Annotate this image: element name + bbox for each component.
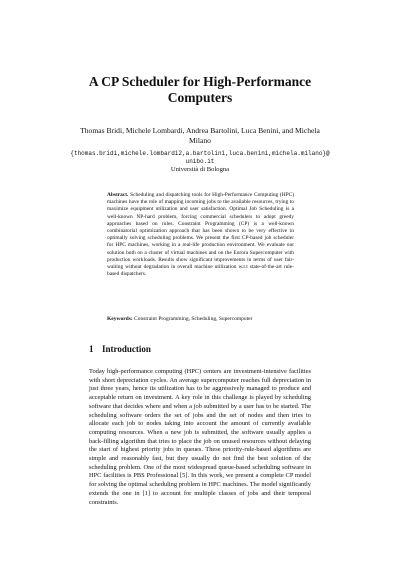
- section-heading-introduction: [89, 344, 151, 355]
- author-list: [60, 126, 340, 146]
- affiliation: Università di Bologna: [170, 166, 230, 173]
- authors-line-2: Milano: [189, 136, 211, 145]
- introduction-paragraph: Today high-performance computing (HPC) centers are investment-intensive facilities with short depreciation cycles. An average supercomputer reaches full depreciation in just three years, hence its utilization has to be aggressively managed to produce and acceptable return on investment. A key role in this challenge is played by scheduling software that decides where and when a job submitted by a user has to be started. The scheduling software orders the set of jobs and the set of nodes and then tries to allocate each job to nodes taking into account the amount of currently available computing resources. When a new job is submitted, the software usually applies a back-filling algorithm that tries to place the job on unused resources without delaying the start of highest priority jobs in queues. These priority-rule-based algorithms are simple and reasonably fast, but they usually do not find the best solution of the scheduling problem. One of the most widespread queue-based scheduling software in HPC facilities is PBS Professional [5]. In this work, we present a complete CP model for solving the optimal scheduling problem in HPC machines. The model significantly extends the one in [1] to account for multiple classes of jobs and their temporal constraints.: [89, 368, 311, 506]
- abstract: [107, 192, 294, 278]
- title-line-1: A CP Scheduler for High-Performance: [88, 74, 312, 89]
- section-number: 1: [89, 344, 94, 354]
- emails-line-1: {thomas.bridi,michele.lombardi2,a.bartolini,luca.benini,michela.milano}@: [70, 150, 330, 157]
- keywords-label: Keywords:: [107, 316, 133, 322]
- title-line-2: Computers: [167, 90, 233, 105]
- author-emails: [70, 150, 330, 166]
- emails-line-2: unibo.it: [185, 158, 215, 165]
- abstract-label: Abstract.: [107, 192, 129, 198]
- keywords-text: Constraint Programming, Scheduling, Supercomputer: [134, 316, 253, 322]
- paper-title: [0, 74, 400, 106]
- authors-line-1: Thomas Bridi, Michele Lombardi, Andrea Bartolini, Luca Benini, and Michela: [80, 126, 320, 135]
- section-title: Introduction: [102, 344, 151, 354]
- keywords: [107, 316, 294, 323]
- abstract-text: Scheduling and dispatching tools for High-Performance Computing (HPC) machines have the role of mapping incoming jobs to the available resources, trying to maximize equipment utilization and user satisfaction. Optimal Job Scheduling is a well-known NP-hard problem, forcing commercial schedulers to adopt greedy approaches based on rules. Constraint Programming (CP) is a well-known combinatorial optimization approach that has been shown to be very effective in optimally solving scheduling problems. We present the first CP-based job scheduler for HPC machines, working in a real-life production environment. We evaluate our solution both on a cluster of virtual machines and on the Eurora Supercomputer with production workloads. Results show significant improvements in terms of user fair-waiting without degradation in overall machine utilization w.r.t state-of-the-art rule-based dispatchers.: [107, 192, 294, 278]
